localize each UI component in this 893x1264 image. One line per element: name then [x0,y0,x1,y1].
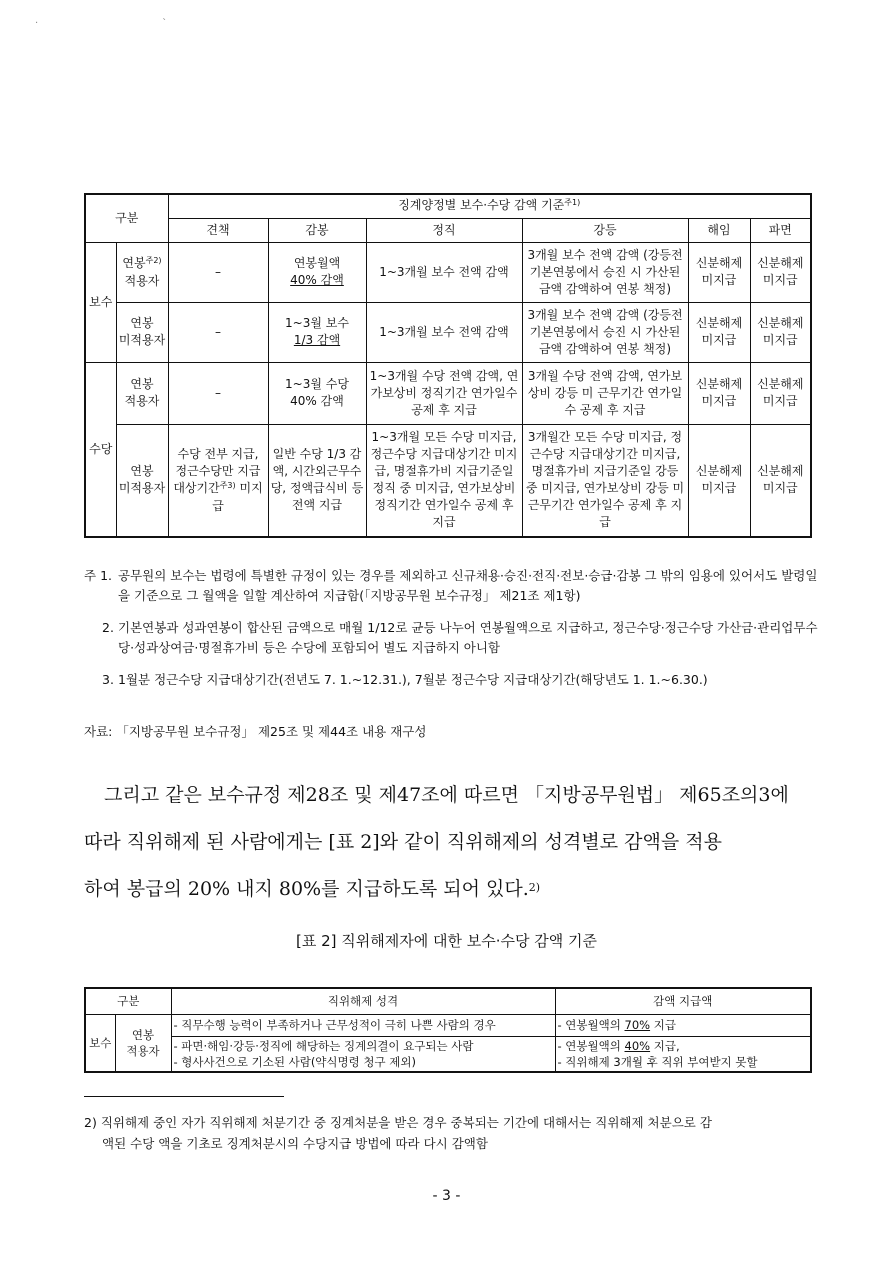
table-cell: 1~3개월 보수 전액 감액 [366,302,522,362]
scan-speck: · ` [35,18,168,29]
table2-header-amount: 감액 지급액 [555,988,811,1014]
table-cell: – [168,242,268,302]
table-cell: 1~3개월 보수 전액 감액 [366,242,522,302]
col-demotion: 강등 [522,218,688,242]
table-cell: 3개월 수당 전액 감액, 연가보상비 강등 미 근무기간 연가일수 공제 후 지급 [522,362,688,424]
table-cell: 3개월간 모든 수당 미지급, 정근수당 지급대상기간 미지급, 명절휴가비 지급기준일 강등 중 미지급, 연가보상비 강등 미 근무기간 연가일수 공제 후 지급 [522,424,688,537]
source-citation: 자료: 「지방공무원 보수규정」 제25조 및 제44조 내용 재구성 [84,724,427,739]
table-cell: 신분해제 미지급 [750,424,811,537]
table-cell: 신분해제 미지급 [750,302,811,362]
table-cell: 신분해제 미지급 [688,424,750,537]
table-cell: 1~3월 보수 1/3 감액 [268,302,366,362]
table-cell: 수당 전부 지급, 정근수당만 지급대상기간$^{주3)}$ 미지급 [168,424,268,537]
footnote-ref: 2) [528,881,541,894]
body-paragraph: 그리고 같은 보수규정 제28조 및 제47조에 따르면 「지방공무원법」 제65조의3에 따라 직위해제 된 사람에게는 [표 2]와 같이 직위해제의 성격별로 감액을 적용 하여 봉급의 20% 내지 80%를 지급하도록 되어 있다.$^{2)}$ [84,784,789,900]
table-cell: – [168,362,268,424]
col-removal: 파면 [750,218,811,242]
table1-header-category: 구분 [85,194,168,242]
group-allowance: 수당 [85,362,116,537]
page-number: - 3 - [432,1188,461,1204]
table-row-label: 연봉 미적용자 [116,424,168,537]
table-row-label: 연봉 미적용자 [116,302,168,362]
note-item: 2. 기본연봉과 성과연봉이 합산된 금액으로 매월 1/12로 균등 나누어 연봉월액으로 지급하고, 정근수당·정근수당 가산금·관리업무수당·성과상여금·명절휴가비 등은 수당에 포함되어 별도 지급하지 아니함 [102,620,818,655]
group-pay: 보수 [85,1014,115,1072]
table-cell: - 직무수행 능력이 부족하거나 근무성적이 극히 나쁜 사람의 경우 [171,1014,555,1036]
table-cell: – [168,302,268,362]
table-cell: 1~3개월 수당 전액 감액, 연가보상비 정직기간 연가일수 공제 후 지급 [366,362,522,424]
table-cell: 일반 수당 1/3 감액, 시간외근무수당, 정액급식비 등 전액 지급 [268,424,366,537]
table-row-label: 연봉 적용자 [115,1014,171,1072]
table-cell: - 연봉월액의 40% 지급, - 직위해제 3개월 후 직위 부여받지 못할 [555,1036,811,1072]
footnote: 2) 직위해제 중인 자가 직위해제 처분기간 중 징계처분을 받은 경우 중복되는 기간에 대해서는 직위해제 처분으로 감 액된 수당 액을 기초로 징계처분시의 수당지급 방법에 따라 다시 감액함 [84,1115,712,1151]
group-pay: 보수 [85,242,116,362]
table-cell: 신분해제 미지급 [750,362,811,424]
table-row-label: 연봉 적용자 [116,362,168,424]
pay-reduction-table [84,193,812,538]
table-cell: 1~3개월 모든 수당 미지급, 정근수당 지급대상기간 미지급, 명절휴가비 지급기준일 정직 중 미지급, 연가보상비 정직기간 연가일수 공제 후 지급 [366,424,522,537]
table-cell: 1~3월 수당 40% 감액 [268,362,366,424]
note-item: 3. 1월분 정근수당 지급대상기간(전년도 7. 1.~12.31.), 7월분 정근수당 지급대상기간(해당년도 1. 1.~6.30.) [102,672,708,687]
table1-notes [84,566,819,702]
table-cell: 신분해제 미지급 [688,242,750,302]
table-cell: 3개월 보수 전액 감액 (강등전 기본연봉에서 승진 시 가산된 금액 감액하여 연봉 책정) [522,302,688,362]
footnote-divider [84,1096,284,1097]
table-cell: - 연봉월액의 70% 지급 [555,1014,811,1036]
col-reprimand: 견책 [168,218,268,242]
col-pay-cut: 감봉 [268,218,366,242]
position-removal-table [84,987,812,1073]
table-cell: - 파면·해임·강등·정직에 해당하는 징계의결이 요구되는 사람 - 형사사건으로 기소된 사람(약식명령 청구 제외) [171,1036,555,1072]
table-cell: 신분해제 미지급 [750,242,811,302]
table-cell: 연봉월액 40% 감액 [268,242,366,302]
table2-header-category: 구분 [85,988,171,1014]
table2-header-nature: 직위해제 성격 [171,988,555,1014]
col-dismissal: 해임 [688,218,750,242]
col-suspension: 정직 [366,218,522,242]
table-row-label: 연봉$^{주2)}$ 적용자 [116,242,168,302]
table-cell: 3개월 보수 전액 감액 (강등전 기본연봉에서 승진 시 가산된 금액 감액하여 연봉 책정) [522,242,688,302]
table-cell: 신분해제 미지급 [688,362,750,424]
note-item: 주 1. 공무원의 보수는 법령에 특별한 규정이 있는 경우를 제외하고 신규채용·승진·전직·전보·승급·감봉 그 밖의 임용에 있어서도 발령일을 기준으로 그 월액을 일할 계산하여 지급함(「지방공무원 보수규정」 제21조 제1항) [84,568,818,603]
table1-header-group: 징계양정별 보수·수당 감액 기준$^{주1)}$ [168,194,811,218]
table2-caption: [표 2] 직위해제자에 대한 보수·수당 감액 기준 [296,932,597,950]
table-cell: 신분해제 미지급 [688,302,750,362]
